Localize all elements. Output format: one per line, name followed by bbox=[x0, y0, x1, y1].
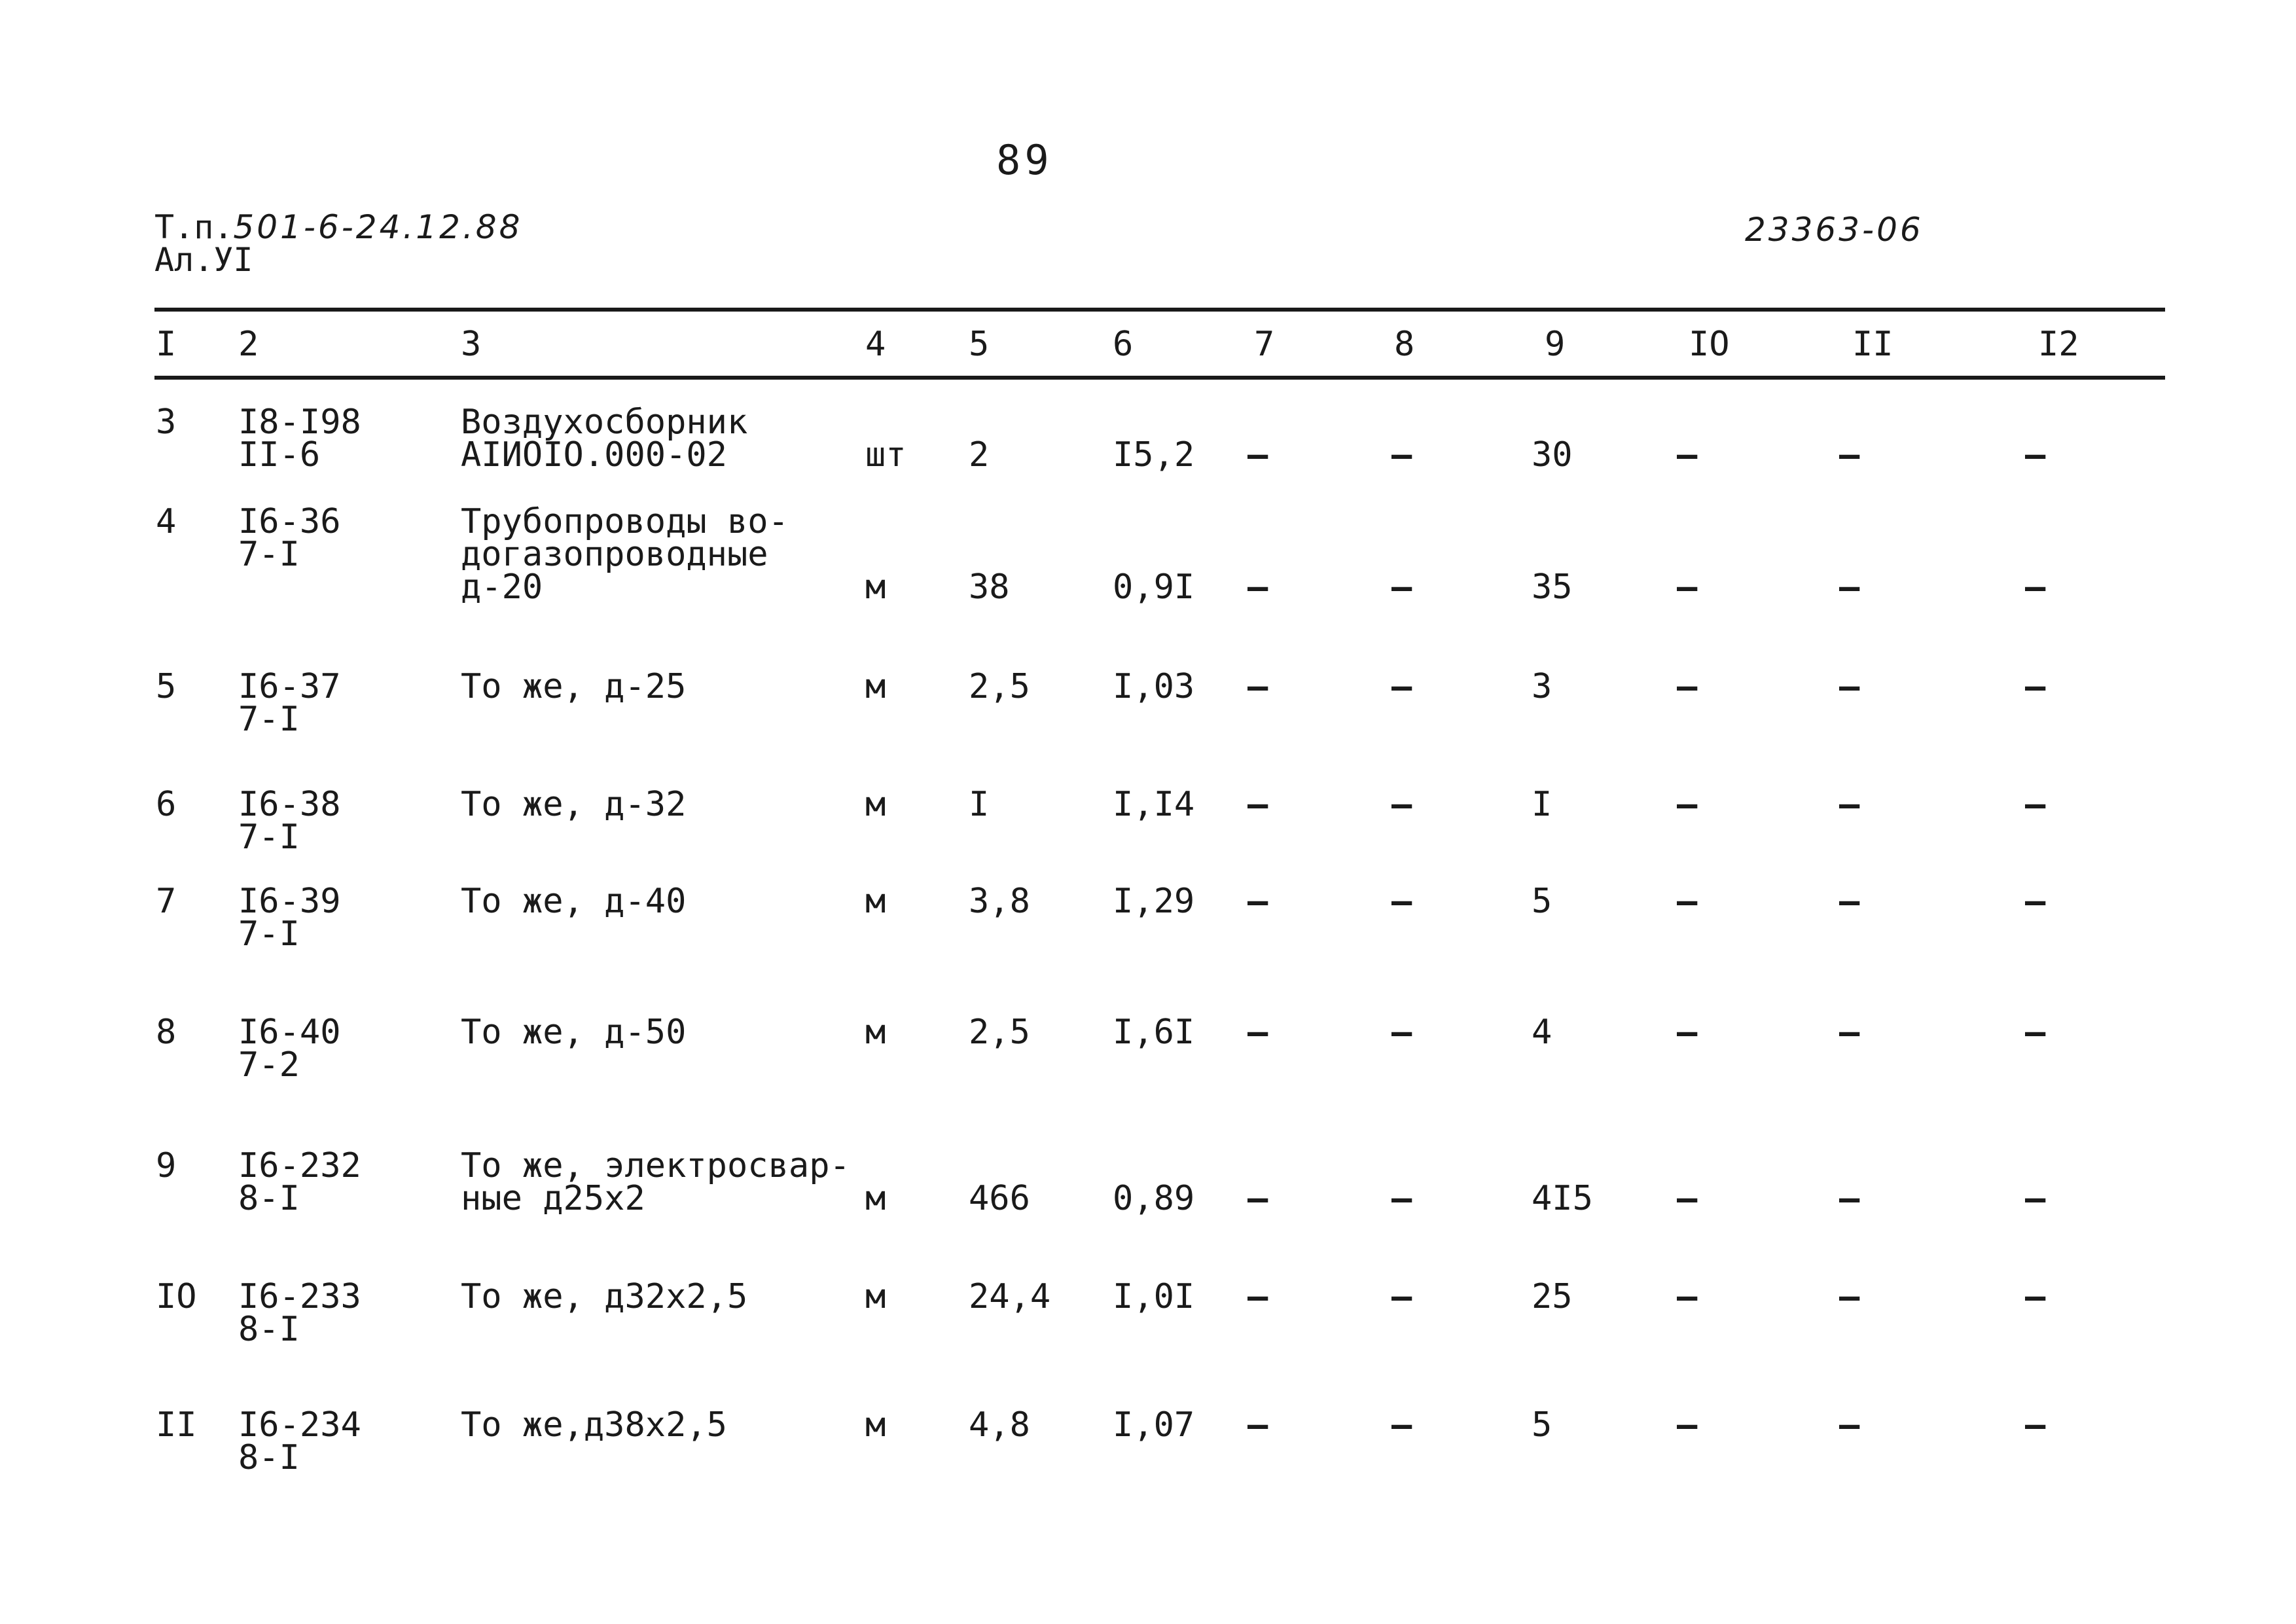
norm-code bbox=[238, 882, 341, 954]
item-name-line: догазопроводные bbox=[461, 535, 768, 574]
table-header-rule bbox=[154, 376, 2165, 380]
column-header-8: 8 bbox=[1394, 325, 1415, 364]
project-code: 501-6-24.12.88 bbox=[233, 208, 523, 246]
norm-code bbox=[238, 1013, 341, 1085]
item-name-line: То же, д-40 bbox=[461, 882, 687, 921]
cell-c10: – bbox=[1677, 1013, 1698, 1052]
cell-c8: – bbox=[1391, 785, 1412, 824]
cell-c8: – bbox=[1391, 882, 1412, 921]
cell-unit: м bbox=[865, 1277, 886, 1316]
item-name bbox=[461, 1405, 727, 1445]
cell-c8: – bbox=[1391, 1179, 1412, 1218]
cell-qty: 24,4 bbox=[969, 1277, 1051, 1316]
item-name bbox=[461, 882, 687, 921]
norm-code bbox=[238, 1146, 361, 1218]
row-number: 7 bbox=[156, 882, 177, 921]
item-name-line: АIИОIО.000-02 bbox=[461, 435, 727, 475]
project-prefix: Т.п. bbox=[154, 208, 234, 246]
item-name-line: То же,д38х2,5 bbox=[461, 1405, 727, 1445]
cell-c12: – bbox=[2025, 435, 2046, 475]
cell-c7: – bbox=[1247, 568, 1268, 607]
norm-code bbox=[238, 1277, 361, 1349]
document-number: 23363-06 bbox=[1745, 211, 1924, 249]
item-name bbox=[461, 1277, 748, 1316]
cell-c7: – bbox=[1247, 435, 1268, 475]
row-number: 8 bbox=[156, 1013, 177, 1052]
cell-qty: 38 bbox=[969, 568, 1010, 607]
item-name-line: Воздухосборник bbox=[461, 403, 748, 442]
cell-c11: – bbox=[1839, 1013, 1860, 1052]
cell-qty: 4,8 bbox=[969, 1405, 1030, 1445]
item-name-line: ные д25х2 bbox=[461, 1179, 645, 1218]
cell-c9: 5 bbox=[1532, 882, 1552, 921]
cell-unit: шт bbox=[865, 435, 906, 475]
cell-c10: – bbox=[1677, 568, 1698, 607]
column-header-10: IO bbox=[1689, 325, 1730, 364]
column-header-11: II bbox=[1852, 325, 1893, 364]
cell-c10: – bbox=[1677, 785, 1698, 824]
norm-code-line: 8-I bbox=[238, 1179, 300, 1218]
column-header-12: I2 bbox=[2038, 325, 2079, 364]
cell-c10: – bbox=[1677, 667, 1698, 706]
cell-c6: I5,2 bbox=[1113, 435, 1195, 475]
cell-c12: – bbox=[2025, 882, 2046, 921]
cell-c7: – bbox=[1247, 1277, 1268, 1316]
norm-code-line: II-6 bbox=[238, 435, 321, 475]
cell-c11: – bbox=[1839, 785, 1860, 824]
cell-c7: – bbox=[1247, 1405, 1268, 1445]
norm-code-line: I6-233 bbox=[238, 1277, 361, 1316]
item-name-line: То же, д-32 bbox=[461, 785, 687, 824]
norm-code-line: 8-I bbox=[238, 1310, 300, 1349]
cell-c9: 3 bbox=[1532, 667, 1552, 706]
row-number: 4 bbox=[156, 502, 177, 541]
norm-code bbox=[238, 785, 341, 857]
norm-code-line: I6-37 bbox=[238, 667, 341, 706]
column-header-1: I bbox=[156, 325, 177, 364]
cell-c6: I,0I bbox=[1113, 1277, 1195, 1316]
cell-c7: – bbox=[1247, 785, 1268, 824]
column-header-6: 6 bbox=[1113, 325, 1134, 364]
cell-c11: – bbox=[1839, 568, 1860, 607]
cell-unit: м bbox=[865, 1179, 886, 1218]
item-name bbox=[461, 403, 748, 475]
column-header-4: 4 bbox=[865, 325, 886, 364]
cell-c12: – bbox=[2025, 568, 2046, 607]
cell-c6: I,03 bbox=[1113, 667, 1195, 706]
cell-c11: – bbox=[1839, 1405, 1860, 1445]
project-reference bbox=[154, 208, 523, 246]
cell-unit: м bbox=[865, 1405, 886, 1445]
cell-c8: – bbox=[1391, 667, 1412, 706]
row-number: 6 bbox=[156, 785, 177, 824]
cell-c11: – bbox=[1839, 882, 1860, 921]
cell-c7: – bbox=[1247, 882, 1268, 921]
norm-code-line: I6-232 bbox=[238, 1146, 361, 1185]
cell-qty: I bbox=[969, 785, 990, 824]
cell-c9: I bbox=[1532, 785, 1552, 824]
row-number: II bbox=[156, 1405, 197, 1445]
cell-c8: – bbox=[1391, 1277, 1412, 1316]
cell-c12: – bbox=[2025, 1179, 2046, 1218]
cell-c12: – bbox=[2025, 785, 2046, 824]
cell-qty: 2,5 bbox=[969, 667, 1030, 706]
cell-c9: 5 bbox=[1532, 1405, 1552, 1445]
cell-c12: – bbox=[2025, 1277, 2046, 1316]
norm-code-line: I6-36 bbox=[238, 502, 341, 541]
column-header-7: 7 bbox=[1254, 325, 1275, 364]
cell-c9: 4I5 bbox=[1532, 1179, 1593, 1218]
cell-c6: I,I4 bbox=[1113, 785, 1195, 824]
column-header-2: 2 bbox=[238, 325, 259, 364]
norm-code bbox=[238, 1405, 361, 1477]
item-name bbox=[461, 785, 687, 824]
cell-c12: – bbox=[2025, 667, 2046, 706]
cell-c8: – bbox=[1391, 1013, 1412, 1052]
cell-c7: – bbox=[1247, 1179, 1268, 1218]
cell-c8: – bbox=[1391, 568, 1412, 607]
cell-unit: м bbox=[865, 785, 886, 824]
cell-c9: 4 bbox=[1532, 1013, 1552, 1052]
norm-code-line: I6-234 bbox=[238, 1405, 361, 1445]
cell-qty: 2,5 bbox=[969, 1013, 1030, 1052]
norm-code-line: I8-I98 bbox=[238, 403, 361, 442]
cell-c9: 30 bbox=[1532, 435, 1573, 475]
row-number: 3 bbox=[156, 403, 177, 442]
cell-qty: 2 bbox=[969, 435, 990, 475]
item-name bbox=[461, 1013, 687, 1052]
norm-code-line: I6-39 bbox=[238, 882, 341, 921]
table-top-rule bbox=[154, 308, 2165, 312]
cell-c11: – bbox=[1839, 435, 1860, 475]
cell-c6: 0,89 bbox=[1113, 1179, 1195, 1218]
norm-code-line: I6-38 bbox=[238, 785, 341, 824]
item-name bbox=[461, 667, 687, 706]
item-name-line: То же, д-25 bbox=[461, 667, 687, 706]
cell-c10: – bbox=[1677, 1405, 1698, 1445]
cell-unit: м bbox=[865, 568, 886, 607]
cell-c12: – bbox=[2025, 1013, 2046, 1052]
row-number: IO bbox=[156, 1277, 197, 1316]
norm-code-line: I6-40 bbox=[238, 1013, 341, 1052]
cell-c7: – bbox=[1247, 1013, 1268, 1052]
cell-c10: – bbox=[1677, 435, 1698, 475]
cell-qty: 466 bbox=[969, 1179, 1030, 1218]
cell-c6: 0,9I bbox=[1113, 568, 1195, 607]
norm-code-line: 7-I bbox=[238, 700, 300, 739]
cell-unit: м bbox=[865, 1013, 886, 1052]
album-number: Ал.УI bbox=[154, 241, 253, 279]
cell-c10: – bbox=[1677, 882, 1698, 921]
cell-c9: 35 bbox=[1532, 568, 1573, 607]
item-name-line: То же, д32х2,5 bbox=[461, 1277, 748, 1316]
cell-c12: – bbox=[2025, 1405, 2046, 1445]
item-name-line: То же, электросвар- bbox=[461, 1146, 850, 1185]
norm-code bbox=[238, 502, 341, 574]
cell-c8: – bbox=[1391, 1405, 1412, 1445]
cell-qty: 3,8 bbox=[969, 882, 1030, 921]
item-name-line: То же, д-50 bbox=[461, 1013, 687, 1052]
cell-c10: – bbox=[1677, 1179, 1698, 1218]
cell-c11: – bbox=[1839, 1179, 1860, 1218]
norm-code-line: 7-I bbox=[238, 818, 300, 857]
column-header-5: 5 bbox=[969, 325, 990, 364]
cell-unit: м bbox=[865, 667, 886, 706]
norm-code-line: 7-2 bbox=[238, 1045, 300, 1085]
item-name bbox=[461, 502, 789, 607]
cell-c11: – bbox=[1839, 1277, 1860, 1316]
cell-c7: – bbox=[1247, 667, 1268, 706]
item-name-line: Трубопроводы во- bbox=[461, 502, 789, 541]
norm-code-line: 8-I bbox=[238, 1438, 300, 1477]
row-number: 5 bbox=[156, 667, 177, 706]
norm-code-line: 7-I bbox=[238, 914, 300, 954]
cell-unit: м bbox=[865, 882, 886, 921]
item-name-line: д-20 bbox=[461, 568, 543, 607]
column-header-3: 3 bbox=[461, 325, 482, 364]
cell-c6: I,29 bbox=[1113, 882, 1195, 921]
norm-code bbox=[238, 403, 361, 475]
row-number: 9 bbox=[156, 1146, 177, 1185]
cell-c9: 25 bbox=[1532, 1277, 1573, 1316]
item-name bbox=[461, 1146, 850, 1218]
cell-c11: – bbox=[1839, 667, 1860, 706]
norm-code bbox=[238, 667, 341, 739]
norm-code-line: 7-I bbox=[238, 535, 300, 574]
cell-c6: I,6I bbox=[1113, 1013, 1195, 1052]
cell-c10: – bbox=[1677, 1277, 1698, 1316]
cell-c6: I,07 bbox=[1113, 1405, 1195, 1445]
cell-c8: – bbox=[1391, 435, 1412, 475]
page-number: 89 bbox=[996, 136, 1053, 184]
column-header-9: 9 bbox=[1545, 325, 1566, 364]
